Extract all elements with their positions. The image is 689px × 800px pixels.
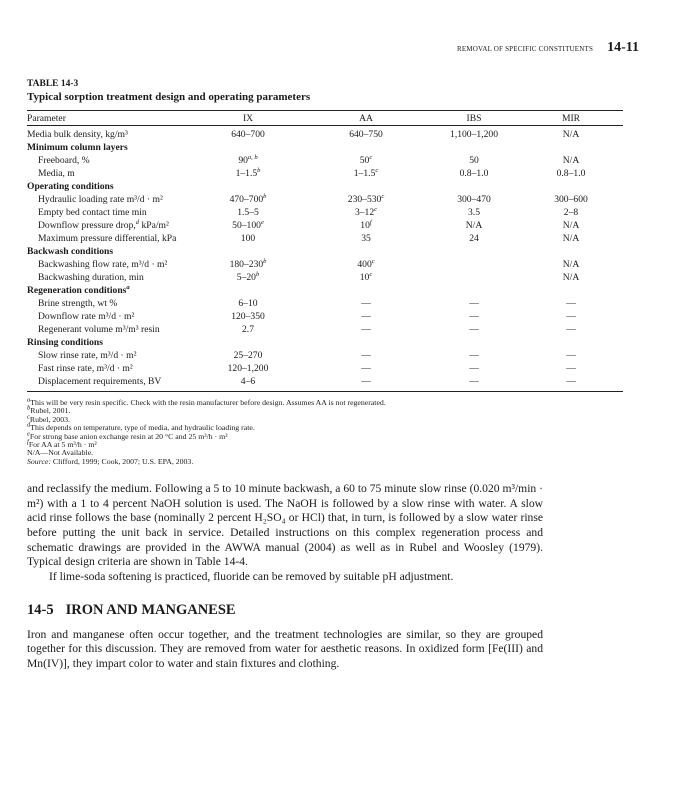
- cell-ibs: [429, 206, 519, 219]
- cell-ix: [193, 323, 303, 336]
- footnote-marker: a, b: [247, 153, 258, 161]
- cell-value: —: [361, 297, 371, 309]
- footnote-marker: c: [371, 257, 375, 265]
- parameter-label: Downflow rate m³/d · m²: [38, 310, 135, 322]
- cell-value: 0.8–1.0: [556, 167, 586, 179]
- table-row: [27, 232, 623, 245]
- cell-value: 230–530: [347, 193, 382, 205]
- cell-mir: [519, 126, 623, 142]
- parameter-label: Regenerant volume m³/m³ resin: [38, 323, 160, 335]
- cell-value: —: [469, 375, 479, 387]
- cell-value: —: [469, 323, 479, 335]
- cell-aa: [303, 154, 429, 167]
- parameter-cell: [27, 232, 193, 245]
- footnote-marker: c: [381, 192, 385, 200]
- page-flow: [27, 110, 623, 672]
- source-text: Clifford, 1999; Cook, 2007; U.S. EPA, 2003.: [50, 456, 194, 466]
- cell-value: 300–470: [457, 193, 491, 205]
- footnote-marker: f: [27, 438, 29, 446]
- cell-mir: [519, 271, 623, 284]
- footnote-text: For AA at 5 m³/h · m²: [28, 439, 97, 449]
- cell-value: —: [566, 349, 576, 361]
- footnote-marker: b: [255, 270, 260, 278]
- table-row: [27, 206, 623, 219]
- parameter-cell: [27, 336, 623, 349]
- parameter-cell: [27, 219, 193, 232]
- cell-value: 2.7: [242, 323, 254, 335]
- cell-aa: [303, 362, 429, 375]
- cell-value: —: [469, 310, 479, 322]
- column-header-mir: MIR: [561, 112, 581, 124]
- cell-mir: [519, 375, 623, 392]
- footnote-marker: c: [375, 166, 379, 174]
- parameter-label: Media, m: [38, 167, 75, 179]
- footnote-text: For strong base anion exchange resin at 20 °C and 25 m³/h · m²: [29, 431, 228, 441]
- cell-ibs: [429, 310, 519, 323]
- cell-value: 120–1,200: [227, 362, 269, 374]
- table-row: [27, 349, 623, 362]
- parameter-label: Slow rinse rate, m³/d · m²: [38, 349, 137, 361]
- cell-value: 180–230: [229, 258, 264, 270]
- cell-value: —: [361, 310, 371, 322]
- parameter-cell: [27, 375, 193, 392]
- table-row: [27, 362, 623, 375]
- footnote-marker: d: [135, 218, 140, 226]
- cell-mir: [519, 167, 623, 180]
- parameter-cell: [27, 245, 623, 258]
- footnote-marker: d: [27, 421, 31, 429]
- parameter-cell: [27, 167, 193, 180]
- cell-value: 2–8: [563, 206, 579, 218]
- column-header-ix: IX: [242, 112, 254, 124]
- cell-value: 6–10: [238, 297, 258, 309]
- cell-value: 50: [469, 154, 479, 166]
- cell-ix: [193, 258, 303, 271]
- source-label: Source:: [27, 456, 51, 466]
- cell-value: N/A: [562, 232, 580, 244]
- footnote-marker: c: [369, 153, 373, 161]
- parameter-label: Media bulk density, kg/m³: [27, 128, 128, 140]
- cell-value: —: [361, 362, 371, 374]
- footnote-marker: f: [369, 218, 372, 226]
- parameter-cell: [27, 180, 623, 193]
- cell-ix: [193, 375, 303, 392]
- parameter-label: Brine strength, wt %: [38, 297, 118, 309]
- cell-ibs: [429, 154, 519, 167]
- cell-ix: [193, 310, 303, 323]
- cell-ibs: [429, 126, 519, 142]
- footnote-marker: c: [369, 270, 373, 278]
- cell-value: —: [566, 323, 576, 335]
- parameter-label: Fast rinse rate, m³/d · m²: [38, 362, 133, 374]
- footnote-marker: c: [374, 205, 378, 213]
- table-row: [27, 154, 623, 167]
- footnote: [27, 396, 623, 407]
- parameter-cell: [27, 362, 193, 375]
- parameter-label: Rinsing conditions: [27, 336, 103, 348]
- cell-value: 35: [361, 232, 371, 244]
- footnote: [27, 404, 623, 416]
- table-row: [27, 258, 623, 271]
- parameter-label: Backwashing flow rate, m³/d · m²: [38, 258, 168, 270]
- running-head-section: REMOVAL OF SPECIFIC CONSTITUENTS: [456, 45, 594, 53]
- body-text-block-2: [27, 628, 543, 672]
- table-row: [27, 167, 623, 180]
- cell-aa: [303, 297, 429, 310]
- parameter-cell: [27, 271, 193, 284]
- cell-mir: [519, 219, 623, 232]
- cell-aa: [303, 167, 429, 180]
- cell-value: —: [566, 310, 576, 322]
- table-group-row: [27, 336, 623, 349]
- footnote: [27, 438, 623, 449]
- footnote-marker: b: [263, 257, 267, 265]
- cell-ibs: [429, 271, 519, 284]
- sorption-parameters-table: [27, 110, 623, 392]
- section-number: 14-5: [27, 601, 54, 618]
- cell-ix: [193, 271, 303, 284]
- cell-ix: [193, 126, 303, 142]
- cell-value: 470–700: [229, 193, 264, 205]
- cell-aa: [303, 258, 429, 271]
- cell-ibs: [429, 362, 519, 375]
- cell-aa: [303, 375, 429, 392]
- cell-value: 640–750: [349, 128, 383, 140]
- cell-value: 3.5: [468, 206, 480, 218]
- parameter-label: Downflow pressure drop,: [38, 219, 136, 231]
- footnote-marker: a: [27, 396, 31, 404]
- parameter-label: Displacement requirements, BV: [38, 375, 162, 387]
- cell-value: 3–12: [354, 206, 375, 218]
- cell-value: 4–6: [240, 375, 256, 387]
- parameter-label: Freeboard, %: [38, 154, 90, 166]
- cell-value: —: [566, 362, 576, 374]
- cell-ibs: [429, 349, 519, 362]
- cell-value: —: [361, 375, 371, 387]
- cell-ibs: [429, 297, 519, 310]
- cell-value: —: [361, 349, 371, 361]
- cell-ix: [193, 206, 303, 219]
- cell-ibs: [429, 258, 519, 271]
- cell-value: 50–100: [232, 219, 261, 231]
- cell-ibs: [429, 375, 519, 392]
- cell-aa: [303, 271, 429, 284]
- footnote-text: Rubel, 2003.: [29, 414, 70, 424]
- cell-aa: [303, 193, 429, 206]
- parameter-label: Minimum column layers: [27, 141, 128, 153]
- cell-ix: [193, 297, 303, 310]
- cell-ix: [193, 154, 303, 167]
- table-row: [27, 219, 623, 232]
- cell-value: 5–20: [236, 271, 256, 283]
- cell-value: —: [361, 323, 371, 335]
- cell-ix: [193, 232, 303, 245]
- table-group-row: [27, 180, 623, 193]
- running-head: [457, 40, 639, 56]
- cell-value: 10: [359, 271, 370, 283]
- table-row: [27, 375, 623, 392]
- column-header-parameter: Parameter: [27, 112, 66, 124]
- table-title: Typical sorption treatment design and operating parameters: [27, 91, 311, 103]
- footnote-text: This will be very resin specific. Check with the resin manufacturer before design. Assumes AA is not regenerated.: [30, 398, 386, 407]
- cell-value: 300–600: [554, 193, 588, 205]
- cell-ix: [193, 219, 303, 232]
- table-row: [27, 271, 623, 284]
- cell-mir: [519, 154, 623, 167]
- table-group-row: [27, 245, 623, 258]
- cell-ix: [193, 193, 303, 206]
- cell-mir: [519, 310, 623, 323]
- cell-value: 10: [360, 219, 370, 231]
- footnote-text: Rubel, 2001.: [30, 406, 71, 416]
- cell-mir: [519, 323, 623, 336]
- footnote-text: N/A—Not Available.: [27, 448, 94, 458]
- cell-value: 25–270: [233, 349, 263, 361]
- cell-aa: [303, 232, 429, 245]
- parameter-cell: [27, 193, 193, 206]
- cell-value: 100: [240, 232, 256, 244]
- footnote: [27, 429, 623, 441]
- cell-ibs: [429, 232, 519, 245]
- cell-value: —: [469, 362, 479, 374]
- cell-value: N/A: [562, 154, 580, 166]
- cell-value: N/A: [465, 219, 483, 231]
- cell-aa: [303, 126, 429, 142]
- cell-ix: [193, 167, 303, 180]
- table-group-row: [27, 141, 623, 154]
- cell-value: 1–1.5: [353, 167, 376, 179]
- footnote-marker: b: [257, 166, 261, 174]
- table-group-row: [27, 284, 623, 297]
- cell-value: 1–1.5: [235, 167, 258, 179]
- footnote-marker: b: [263, 192, 267, 200]
- table-row: [27, 310, 623, 323]
- paragraph-regeneration: and reclassify the medium. Following a 5 to 10 minute backwash, a 60 to 75 minute slow rinse (0.020 m³/min · m²) with a 1 to 4 percent NaOH solution is used. The NaOH is followed by a slow rinse with water. A slow acid rinse follows the base (nominally 2 percent H₂SO₄ or HCl) that, in turn, is followed by a slow water rinse before putting the unit back in service. Detailed instructions on this complex regeneration process and schematic drawings are provided in the AWWA manual (2004) as well as in Rubel and Woosley (1979). Typical design criteria are shown in Table 14-4.: [27, 482, 543, 569]
- cell-value: —: [566, 297, 576, 309]
- cell-value: N/A: [562, 258, 580, 270]
- parameter-cell: [27, 141, 623, 154]
- cell-ibs: [429, 219, 519, 232]
- footnote-marker: e: [260, 218, 264, 226]
- parameter-label: Empty bed contact time min: [38, 206, 147, 218]
- cell-value: 24: [469, 232, 479, 244]
- parameter-cell: [27, 297, 193, 310]
- cell-value: 640–700: [231, 128, 265, 140]
- footnote-marker: a: [126, 283, 130, 291]
- parameter-label: Maximum pressure differential, kPa: [38, 232, 177, 244]
- cell-value: N/A: [562, 271, 580, 283]
- cell-value: N/A: [562, 128, 580, 140]
- table-source: [27, 458, 623, 466]
- cell-value: 400: [357, 258, 372, 270]
- cell-value: N/A: [562, 219, 580, 231]
- parameter-cell: [27, 284, 623, 297]
- parameter-label: Backwashing duration, min: [38, 271, 144, 283]
- paragraph-iron-manganese: Iron and manganese often occur together, and the treatment technologies are similar, so they are grouped together for this discussion. They are removed from water for aesthetic reasons. In oxidized form [Fe(III) and Mn(IV)], they impart color to water and stain fixtures and clothing.: [27, 627, 543, 671]
- cell-value: —: [469, 349, 479, 361]
- paragraph-lime-soda: If lime-soda softening is practiced, fluoride can be removed by suitable pH adjustment.: [49, 570, 454, 584]
- footnote-marker: b: [27, 404, 31, 412]
- table-row: [27, 193, 623, 206]
- cell-value: —: [566, 375, 576, 387]
- parameter-cell: [27, 206, 193, 219]
- cell-mir: [519, 349, 623, 362]
- cell-value: 1.5–5: [237, 206, 259, 218]
- cell-aa: [303, 349, 429, 362]
- table-row: [27, 297, 623, 310]
- parameter-label-unit: kPa/m²: [139, 219, 169, 231]
- parameter-label: Backwash conditions: [27, 245, 114, 257]
- cell-value: 1,100–1,200: [450, 128, 498, 140]
- parameter-label: Regeneration conditions: [27, 284, 127, 296]
- page-number: 14-11: [607, 40, 639, 55]
- cell-aa: [303, 206, 429, 219]
- cell-mir: [519, 193, 623, 206]
- parameter-cell: [27, 323, 193, 336]
- cell-value: 0.8–1.0: [459, 167, 489, 179]
- parameter-cell: [27, 126, 193, 142]
- cell-ibs: [429, 167, 519, 180]
- cell-mir: [519, 362, 623, 375]
- table-row: [27, 323, 623, 336]
- table-row: [27, 126, 623, 142]
- table-body: [27, 126, 623, 392]
- footnote-marker: e: [27, 429, 30, 437]
- cell-mir: [519, 258, 623, 271]
- table-header-row: [27, 111, 623, 126]
- cell-mir: [519, 297, 623, 310]
- footnote-marker: c: [27, 413, 30, 421]
- section-heading: [27, 602, 623, 619]
- parameter-cell: [27, 154, 193, 167]
- column-header-ibs: IBS: [466, 112, 482, 124]
- cell-mir: [519, 206, 623, 219]
- cell-value: 120–350: [231, 310, 265, 322]
- cell-aa: [303, 323, 429, 336]
- body-text-block-1: [27, 482, 543, 585]
- cell-aa: [303, 310, 429, 323]
- cell-ix: [193, 362, 303, 375]
- cell-value: —: [469, 297, 479, 309]
- cell-value: 90: [238, 154, 248, 166]
- cell-value: 50: [359, 154, 370, 166]
- cell-aa: [303, 219, 429, 232]
- cell-ibs: [429, 193, 519, 206]
- section-title: IRON AND MANGANESE: [65, 601, 236, 618]
- cell-ix: [193, 349, 303, 362]
- parameter-label: Operating conditions: [27, 180, 114, 192]
- parameter-cell: [27, 349, 193, 362]
- parameter-cell: [27, 258, 193, 271]
- table-label: TABLE 14-3: [27, 79, 79, 89]
- footnote-text: This depends on temperature, type of media, and hydraulic loading rate.: [30, 423, 255, 433]
- cell-ibs: [429, 323, 519, 336]
- table-footnotes: [27, 396, 623, 466]
- column-header-aa: AA: [359, 112, 373, 124]
- parameter-label: Hydraulic loading rate m³/d · m²: [38, 193, 163, 205]
- parameter-cell: [27, 310, 193, 323]
- cell-mir: [519, 232, 623, 245]
